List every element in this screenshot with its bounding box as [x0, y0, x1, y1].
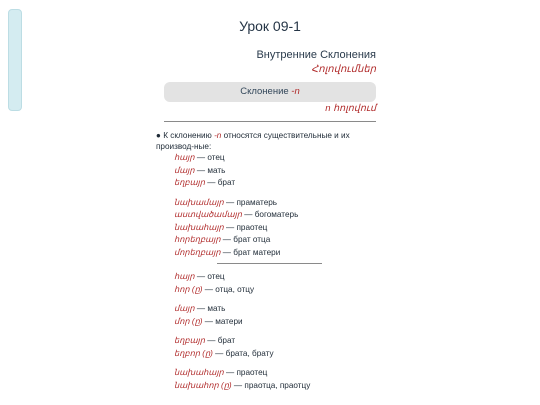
- armenian-word: հոր (ը): [174, 284, 203, 294]
- intro-before: К склонению: [160, 131, 215, 140]
- section-divider: [217, 263, 322, 264]
- word-row: [174, 222, 394, 235]
- dash: —: [212, 348, 226, 358]
- dash: —: [220, 235, 234, 244]
- page-title: Урок 09-1: [239, 18, 301, 34]
- section-title-ru: Внутренние Склонения: [256, 49, 376, 61]
- armenian-word: մայր: [174, 304, 195, 313]
- armenian-word: նախամայր: [174, 197, 224, 207]
- armenian-word: նախահոր (ը): [174, 380, 232, 390]
- translation: мать: [207, 165, 226, 175]
- dash: —: [204, 336, 218, 345]
- dash: —: [194, 272, 208, 281]
- word-row: [174, 247, 394, 260]
- word-row: [174, 348, 394, 361]
- dash: —: [223, 222, 237, 232]
- dash: —: [202, 316, 216, 326]
- word-row: [174, 316, 394, 329]
- dash: —: [241, 210, 255, 219]
- banner-label: Склонение: [240, 86, 292, 97]
- intro-suffix: -n: [214, 131, 222, 140]
- bullet: ●: [156, 131, 161, 140]
- word-row: [174, 303, 394, 316]
- divider: [164, 121, 376, 122]
- dash: —: [202, 284, 216, 294]
- translation: брата, брату: [225, 348, 274, 358]
- translation: брат отца: [233, 235, 271, 244]
- armenian-word: նախահայր: [174, 368, 224, 377]
- word-row: [174, 284, 394, 297]
- word-row: [174, 367, 394, 380]
- armenian-word: հորեղբայր: [174, 235, 221, 244]
- translation: матери: [215, 316, 243, 326]
- dash: —: [223, 368, 237, 377]
- word-row: [174, 380, 394, 393]
- word-row: [174, 271, 394, 284]
- dash: —: [194, 304, 208, 313]
- intro-after: относятся существительные и их производ-ные:: [156, 131, 350, 151]
- translation: праматерь: [236, 197, 278, 207]
- translation: праотец: [236, 368, 268, 377]
- word-row: [174, 152, 394, 165]
- armenian-word: եղբայր: [174, 336, 205, 345]
- translation: брат: [217, 178, 236, 187]
- dash: —: [220, 247, 234, 257]
- banner-suffix: -n: [291, 86, 300, 97]
- word-row: [174, 165, 394, 178]
- word-row: [174, 335, 394, 348]
- armenian-word: մորեղբայր: [174, 247, 221, 257]
- dash: —: [204, 178, 218, 187]
- armenian-word: հայր: [174, 272, 195, 281]
- translation: брат: [217, 336, 236, 345]
- dash: —: [194, 153, 208, 162]
- dash: —: [194, 165, 208, 175]
- translation: богоматерь: [254, 210, 299, 219]
- translation: отца, отцу: [215, 284, 255, 294]
- armenian-word: եղբոր (ը): [174, 348, 213, 358]
- translation: праотец: [236, 222, 268, 232]
- armenian-word: մոր (ը): [174, 316, 203, 326]
- armenian-word: եղբայր: [174, 178, 205, 187]
- word-row: [174, 197, 394, 210]
- translation: отец: [207, 272, 225, 281]
- dash: —: [223, 197, 237, 207]
- armenian-word: մայր: [174, 165, 195, 175]
- declension-banner: [164, 82, 376, 102]
- intro-text: [156, 130, 381, 152]
- armenian-word: աստվածամայր: [174, 210, 242, 219]
- armenian-word: հայր: [174, 153, 195, 162]
- translation: праотца, праотцу: [244, 380, 311, 390]
- section-title-hy: Հոլովումներ: [311, 64, 376, 75]
- word-row: [174, 234, 394, 247]
- translation: мать: [207, 304, 226, 313]
- banner-subtitle: n հոլովում: [325, 103, 376, 114]
- translation: брат матери: [233, 247, 281, 257]
- word-list: [174, 152, 394, 392]
- word-row: [174, 177, 394, 190]
- dash: —: [231, 380, 245, 390]
- translation: отец: [207, 153, 225, 162]
- armenian-word: նախահայր: [174, 222, 224, 232]
- word-row: [174, 209, 394, 222]
